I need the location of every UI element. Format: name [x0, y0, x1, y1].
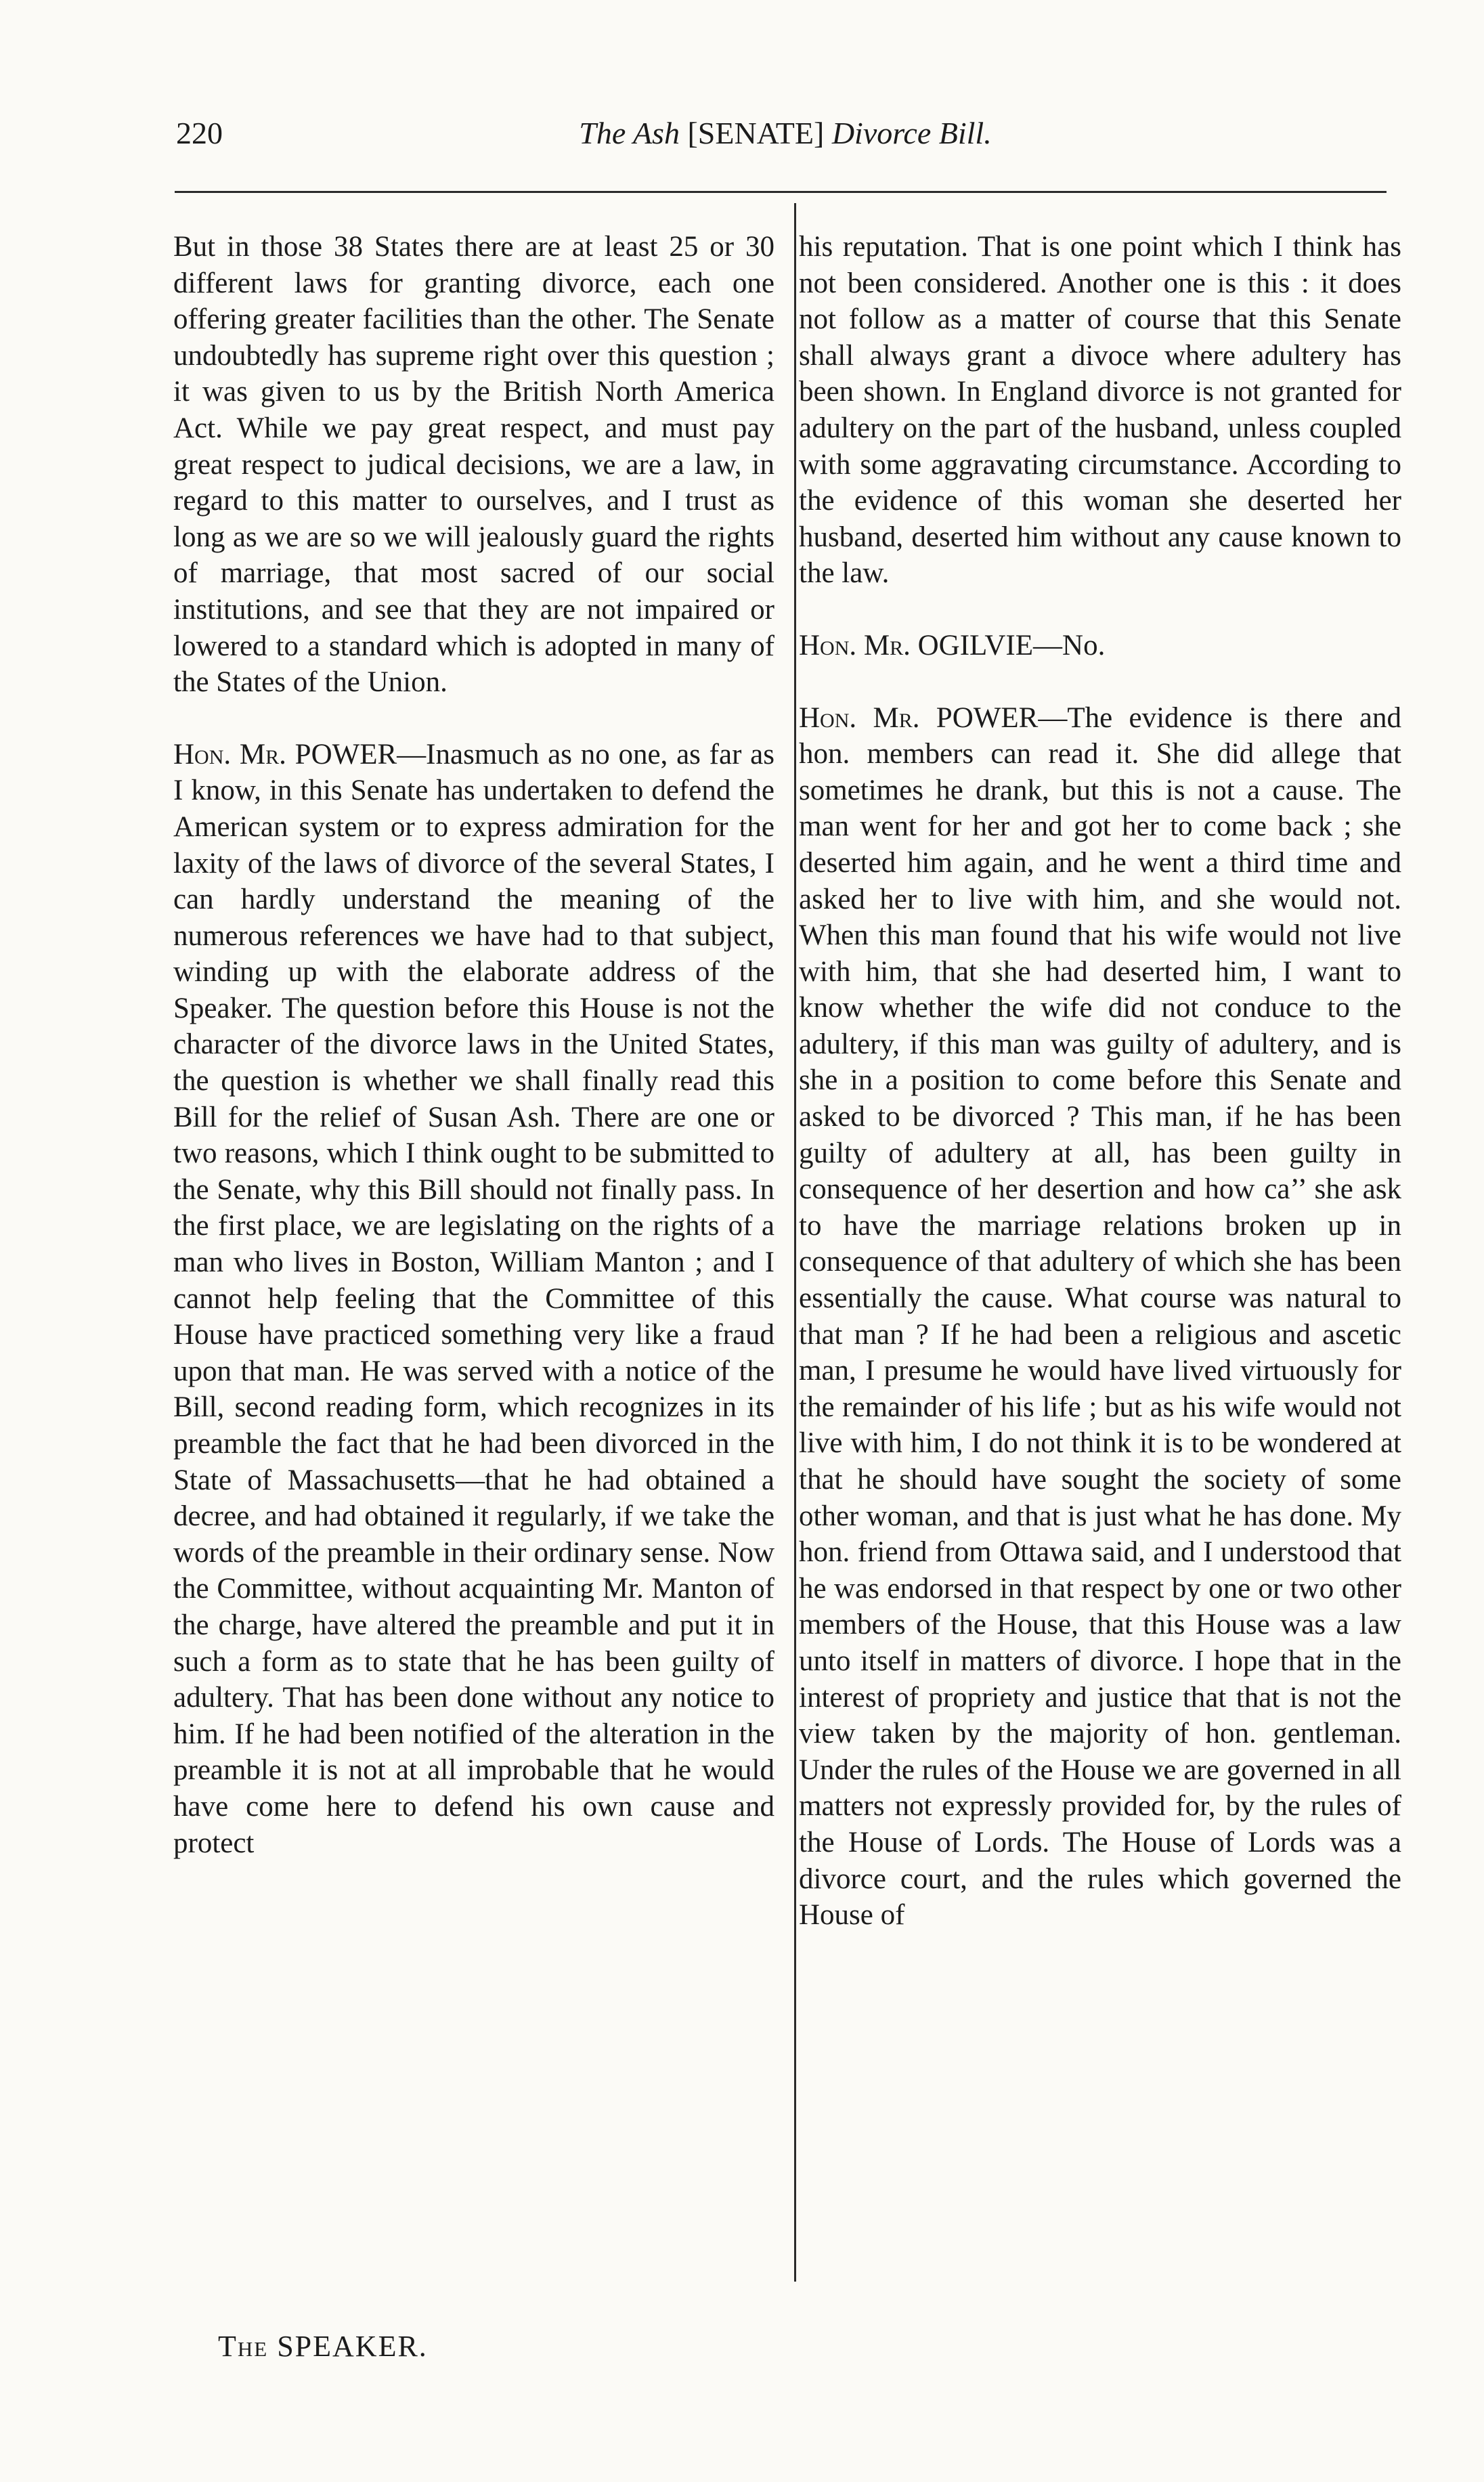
speaker-name: Hon. Mr. POWER — [173, 738, 397, 770]
left-column — [173, 229, 774, 1861]
right-paragraph-3 — [799, 700, 1401, 1934]
catchword: The SPEAKER. — [218, 2330, 428, 2363]
running-head-left: The Ash — [579, 116, 680, 150]
speech-text: —The evidence is there and hon. members can read it. She did allege that sometimes he drank, but this is not a cause. The man went for her and got her to come back ; she deserted him again, and he went a third time and asked her to live with him, and she would not. When this man found that his wife would not live with him, that she had deserted him, I want to know whether the wife did not conduce to the adultery, if this man was guilty of adultery, and is she in a position to come before this Senate and asked to be divorced ? This man, if he has been guilty of adultery at all, has been guilty in consequence of her desertion and how ca’’ she ask to have the marriage relations broken up in consequence of that adultery of which she has been essentially the cause. What course was natural to that man ? If he had been a religious and ascetic man, I presume he would have lived virtuously for the remainder of his life ; but as his wife would not live with him, I do not think it is to be wondered at that he should have sought the society of some other woman, and that is just what he has done. My hon. friend from Ottawa said, and I understood that he was endorsed in that respect by one or two other members of the House, that this House was a law unto itself in matters of divorce. I hope that in the interest of propriety and justice that that is not the view taken by the majority of hon. gentleman. Under the rules of the House we are governed in all matters not expressly provided for, by the rules of the House of Lords. The House of Lords was a divorce court, and the rules which governed the House of — [799, 701, 1401, 1932]
page-number: 220 — [176, 116, 223, 150]
right-paragraph-2 — [799, 628, 1401, 664]
right-column — [799, 229, 1401, 1934]
running-head-center: [SENATE] — [687, 116, 825, 150]
speech-text: —No. — [1033, 629, 1106, 661]
page-header — [176, 115, 1395, 169]
speaker-name: Hon. Mr. OGILVIE — [799, 629, 1034, 661]
speech-text: —Inasmuch as no one, as far as I know, in this Senate has undertaken to defend the American system or to express admiration for the laxity of the laws of divorce of the several States, I can hardly understand the meaning of the numerous references we have had to that subject, winding up with the elaborate address of the Speaker. The question before this House is not the character of the divorce laws in the United States, the question is whether we shall finally read this Bill for the relief of Susan Ash. There are one or two reasons, which I think ought to be submitted to the Senate, why this Bill should not finally pass. In the first place, we are legislating on the rights of a man who lives in Boston, William Manton ; and I cannot help feeling that the Committee of this House have practiced something very like a fraud upon that man. He was served with a notice of the Bill, second reading form, which recognizes in its preamble the fact that he had been divorced in the State of Massachusetts—that he had obtained a decree, and had obtained it regularly, if we take the words of the preamble in their ordinary sense. Now the Committee, without acquainting Mr. Manton of the charge, have altered the preamble and put it in such a form as to state that he has been guilty of adultery. That has been done without any notice to him. If he had been notified of the alteration in the preamble it is not at all improbable that he would have come here to defend his own cause and protect — [173, 738, 774, 1859]
column-divider — [794, 203, 796, 2282]
header-rule — [175, 191, 1387, 193]
right-paragraph-1: his reputation. That is one point which I think has not been considered. Another one is this : it does not follow as a matter of course that this Senate shall always grant a divoce where adultery has been shown. In England divorce is not granted for adultery on the part of the husband, unless coupled with some aggravating circumstance. According to the evidence of this woman she deserted her husband, deserted him without any cause known to the law. — [799, 231, 1401, 590]
speaker-name: Hon. Mr. POWER — [799, 701, 1039, 734]
left-paragraph-1: But in those 38 States there are at least 25 or 30 different laws for granting divorce, each one offering greater facilities than the other. The Senate undoubtedly has supreme right over this question ; it was given to us by the British North America Act. While we pay great respect, and must pay great respect to judical decisions, we are a law, in regard to this matter to ourselves, and I trust as long as we are so we will jealously guard the rights of marriage, that most sacred of our social institutions, and see that they are not impaired or lowered to a standard which is adopted in many of the States of the Union. — [173, 231, 774, 699]
running-head — [176, 115, 1395, 151]
running-head-right: Divorce Bill. — [831, 116, 992, 150]
left-paragraph-2 — [173, 737, 774, 1861]
